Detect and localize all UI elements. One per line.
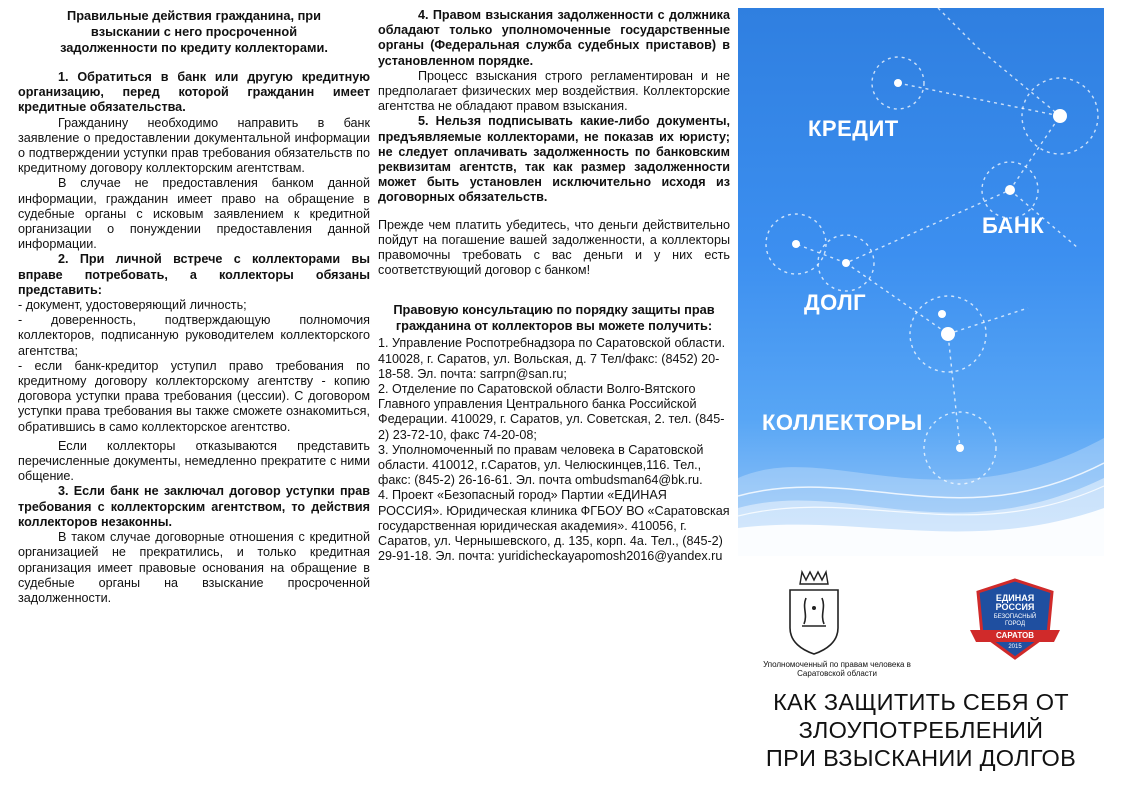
cover-title-line: ПРИ ВЗЫСКАНИИ ДОЛГОВ [765, 745, 1077, 771]
documents-list [18, 298, 370, 435]
list-item: - если банк-кредитор уступил право требования по кредитному договору коллекторскому агентству - копию договора уступки права требования (цессии). С договором уступки права требования вы также сможете ознакомиться, обратившись в само коллекторское агентство. [18, 358, 370, 434]
paragraph: Если коллекторы отказываются представить перечисленные документы, немедленно прекратите с ними общение. [18, 438, 370, 484]
list-item: - документ, удостоверяющий личность; [18, 298, 247, 313]
contact-item: 2. Отделение по Саратовской области Волго-Вятского Главного управления Центрального банка Российской Федерации. 410029, г. Саратов, ул. Советская, 2. тел. (845-2) 23-72-10, факс 74-20-08; [378, 382, 725, 442]
contact-item: 4. Проект «Безопасный город» Партии «ЕДИНАЯ РОССИЯ». Юридическая клиника ФГБОУ ВО «Саратовская государственная юридическая академия». 410056, г. Саратов, ул. Чернышевского, д. 135, корп. 4а. Тел., (845-2) 29-91-18. Эл. почта: yuridicheckayapomosh2016@yandex.ru [378, 488, 730, 564]
party-logo-line3: БЕЗОПАСНЫЙ [993, 614, 1037, 620]
saratov-coat-of-arms-icon [784, 568, 844, 656]
cover-title-line: КАК ЗАЩИТИТЬ СЕБЯ ОТ [773, 689, 1069, 715]
word-debt: ДОЛГ [804, 290, 867, 315]
emblem-caption: Уполномоченный по правам человека в Саратовской области [763, 660, 911, 678]
section-1-text: 1. Обратиться в банк или другую кредитную организацию, перед которой гражданин имеет кредитные обязательства [18, 70, 370, 115]
emblem-block [742, 568, 912, 678]
section-5-text: 5. Нельзя подписывать какие-либо документы, предъявляемые коллекторами, не показав их юристу; не следует оплачивать задолженность по банковским реквизитам агентств, так как размер задолженности может быть установлен исключительно исходя из договорных обязательств [378, 114, 730, 205]
warning-paragraph: Прежде чем платить убедитесь, что деньги действительно пойдут на погашение вашей задолженности, а коллекторы правомочны требовать с вас деньги и у них есть соответствующий договор с банком! [378, 217, 730, 278]
party-logo [966, 576, 1064, 662]
party-logo-line1: ЕДИНАЯ [995, 593, 1035, 603]
word-bank: БАНК [982, 213, 1045, 238]
paragraph: Процесс взыскания строго регламентирован и не предполагает физических мер воздействия. Коллекторские агентства не обладают правом взыскания. [378, 68, 730, 114]
contact-item: 3. Уполномоченный по правам человека в Саратовской области. 410012, г.Саратов, ул. Челюскинцев,116. Тел., факс: (845-2) 26-16-61. Эл. почта ombudsman64@bk.ru. [378, 442, 704, 488]
cover-banner [738, 8, 1104, 556]
spacer [378, 278, 730, 302]
section-2-heading: 2. При личной встрече с коллекторами вы вправе потребовать, а коллекторы обязаны представить: [18, 252, 370, 297]
party-logo-year: 2015 [1008, 644, 1022, 650]
paragraph: Гражданину необходимо направить в банк заявление о предоставлении документальной информации о подтверждении уступки прав требования обязательств по кредитному договору коллекторским агентствам. [18, 115, 370, 176]
left-title: Правильные действия гражданина, при взыскании с него просроченной задолженности по кредиту коллекторами. [60, 8, 328, 55]
cover-title [738, 688, 1104, 772]
cover-title-line: ЗЛОУПОТРЕБЛЕНИЙ [798, 717, 1044, 743]
word-credit: КРЕДИТ [808, 116, 899, 141]
section-5-heading: 5. Нельзя подписывать какие-либо документы, предъявляемые коллекторами, не показав их юристу; не следует оплачивать задолженность по банковским реквизитам агентств, так как размер задолженности может быть установлен исключительно исходя из договорных обязательств. [378, 114, 730, 205]
contacts-list [378, 336, 730, 564]
paragraph: В таком случае договорные отношения с кредитной организацией не прекратились, и только кредитная организация имеет правовые основания на обращение в судебные органы на взыскание просроченной задолженности. [18, 530, 370, 605]
paragraph: В случае не предоставления банком данной информации, гражданин имеет право на обращение в судебные органы с исковым заявлением к кредитной организации о понуждении предоставления данной информации. [18, 176, 370, 252]
word-collectors: КОЛЛЕКТОРЫ [762, 410, 923, 435]
section-1-heading: 1. Обратиться в банк или другую кредитную организацию, перед которой гражданин имеет кредитные обязательства. [18, 70, 370, 115]
cover-panel [738, 8, 1104, 785]
network-graphic [738, 8, 1104, 556]
middle-column [378, 8, 730, 565]
list-item: - доверенность, подтверждающую полномочия коллекторов, подписанную руководителем коллекторского агентства; [18, 313, 370, 358]
party-logo-ribbon: САРАТОВ [995, 631, 1035, 640]
left-column [18, 8, 370, 606]
section-4-heading: 4. Правом взыскания задолженности с должника обладают только уполномоченные государственные органы (Федеральная служба судебных приставов) в установленном порядке. [378, 8, 730, 68]
spacer [378, 206, 730, 218]
party-logo-line2: РОССИЯ [995, 602, 1035, 612]
party-logo-line4: ГОРОД [1004, 621, 1026, 627]
consult-title: Правовую консультацию по порядку защиты прав гражданина от коллекторов вы можете получить: [393, 302, 715, 334]
contact-item: 1. Управление Роспотребнадзора по Саратовской области. 410028, г. Саратов, ул. Вольская, д. 7 Тел/факс: (8452) 20-18-58. Эл. почта: sarrpn@san.ru; [378, 336, 726, 381]
section-3-text: 3. Если банк не заключал договор уступки прав требования с коллекторским агентством, то действия коллекторов незаконны [18, 484, 370, 529]
section-3-heading: 3. Если банк не заключал договор уступки прав требования с коллекторским агентством, то действия коллекторов незаконны. [18, 484, 370, 529]
